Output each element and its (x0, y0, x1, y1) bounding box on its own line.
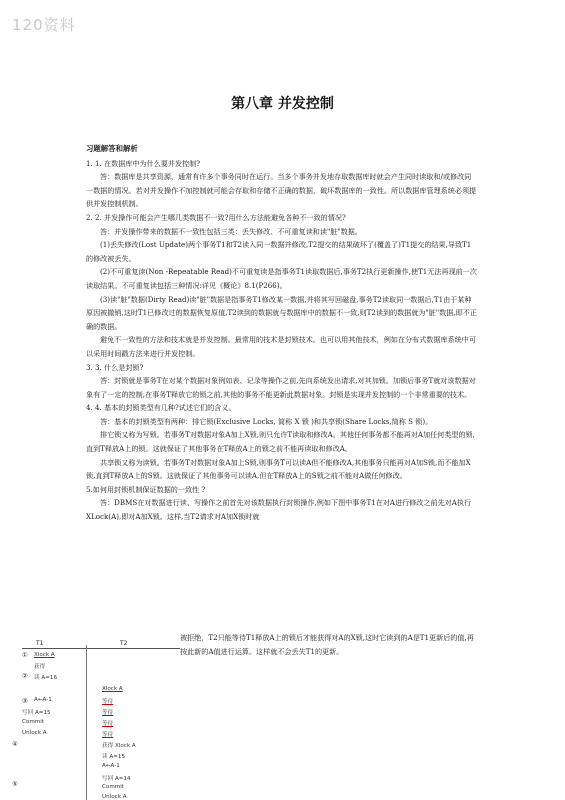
paragraph: (3)读"脏"数据(Dirty Read)读"脏"数据是指事务T1修改某一数据,并将其写回磁盘,事务T2读取同一数据后,T1由于某种原因被撤销,这时T1已修改过的数据恢复原值,T2读到的数据就与数据库中的数据不一致,则T2读到的数据就为"脏"数据,即不正确的数据。 (86, 294, 477, 331)
t1-cell: A←A-1 (34, 697, 52, 703)
step-4: ④ (12, 740, 18, 748)
step-5: ⑤ (12, 780, 18, 788)
t2-cell: 写回 A=14 (102, 776, 131, 782)
step-2: ② (22, 672, 28, 680)
t2-cell: 读 A=15 (102, 754, 126, 760)
t1-cell: 获得 (34, 664, 46, 670)
t2-cell: Unlock A (102, 794, 127, 800)
paragraph: 2. 2. 并发操作可能会产生哪几类数据不一致?用什么方法能避免各种不一致的情况? (86, 212, 346, 222)
table-divider (22, 648, 180, 649)
t2-cell: 获得 Xlock A (102, 743, 136, 749)
paragraph: 避免不一致性的方法和技术就是并发控制。最常用的技术是封锁技术。也可以用其他技术，例如在分布式数据库系统中可以采用时间戳方法来进行并发控制。 (86, 335, 476, 358)
paragraph: 1. 1. 在数据库中为什么要并发控制? (86, 158, 201, 168)
col-header-t1: T1 (36, 640, 44, 647)
t1-cell: Xlock A (34, 652, 55, 658)
chapter-title: 第八章 并发控制 (231, 96, 334, 112)
table-column-divider (86, 645, 87, 800)
tail-paragraph (180, 631, 480, 658)
paragraph: 答：基本的封锁类型有两种：排它锁(Exclusive Locks, 简称 X 锁 )和共享锁(Share Locks,简称 S 锁)。 (100, 416, 433, 426)
paragraph: 答：并发操作带来的数据不一致性包括三类：丢失修改、不可重复读和读"脏"数据。 (100, 226, 362, 236)
paragraph: 5.如何用封锁机制保证数据的一致性 ? (86, 484, 206, 494)
t2-cell: Xlock A (102, 686, 123, 692)
t2-cell: 等待 (102, 710, 114, 716)
t2-cell: Commit (102, 784, 124, 790)
watermark: 120资料 (12, 16, 76, 34)
document-body (86, 142, 478, 524)
paragraph: 答：DBMS在对数据进行读、写操作之前首先对该数据执行封锁操作,例如下图中事务T1在对A进行修改之前先对A执行XLock(A),即对A加X锁。这样,当T2请求对A加X锁时就 (86, 498, 472, 522)
t1-cell: Unlock A (22, 730, 47, 736)
paragraph: 3. 3. 什么是封锁? (86, 362, 144, 372)
section-heading: 习题解答和解析 (86, 144, 138, 153)
paragraph-list (86, 157, 478, 524)
step-3: ③ (22, 697, 28, 705)
t2-cell: 等待 (102, 732, 114, 738)
t2-cell: 等待 (102, 721, 114, 727)
paragraph: (1)丢失修改(Lost Update)两个事务T1和T2读入同一数据并修改,T2提交的结果破坏了(覆盖了)T1提交的结果,导致T1的修改被丢失。 (86, 240, 472, 263)
t1-cell: 读 A=16 (34, 675, 58, 681)
paragraph: (2)不可重复读(Non -Repeatable Read)不可重复读是指事务T1读取数据后,事务T2执行更新操作,使T1无法再现前一次读取结果。不可重复读包括三种情况:详见《概论》8.1(P266)。 (86, 267, 477, 290)
t1-cell: 写回 A=15 (22, 710, 51, 716)
t2-cell: A←A-1 (102, 763, 120, 769)
paragraph: 答：封锁就是事务T在对某个数据对象例如表、记录等操作之前,先向系统发出请求,对其加锁。加锁后事务T就对该数据对象有了一定的控制,在事务T释放它的锁之前,其他的事务不能更新此数据对象。封锁是实现并发控制的一个非常重要的技术。 (86, 376, 476, 399)
paragraph: 答：数据库是共享资源，通常有许多个事务同时在运行。当多个事务并发地存取数据库时就会产生同时读取和/或修改同一数据的情况。若对并发操作不加控制就可能会存取和存储不正确的数据，破坏数据库的一致性。所以数据库管理系统必须提供并发控制机制。 (86, 172, 477, 209)
t2-cell: 等待 (102, 699, 114, 705)
paragraph: 4. 4. 基本的封锁类型有几种?试述它们的含义。 (86, 403, 236, 413)
tail-text: 被拒绝，T2只能等待T1释放A上的锁后才能获得对A的X锁,这时它读到的A是T1更新后的值,再按此新的A值进行运算。这样就不会丢失T1的更新。 (180, 633, 474, 656)
t1-cell: Commit (22, 719, 44, 725)
paragraph: 共享锁又称为读锁。若事务T对数据对象A加上S锁,则事务T可以读A但不能修改A,其他事务只能再对A加S锁,而不能加X锁,直到T释放A上的S锁。这就保证了其他事务可以读A,但在T释放A上的S锁之前不能对A做任何修改。 (86, 457, 471, 481)
paragraph: 排它锁又称为写锁。若事务T对数据对象A加上X锁,则只允许T读取和修改A。其他任何事务都不能再对A加任何类型的锁,直到T释放A上的锁。这就保证了其他事务在T释放A上的锁之前不能再读取和修改A。 (86, 430, 475, 454)
col-header-t2: T2 (120, 640, 128, 647)
step-1: ① (22, 651, 28, 659)
